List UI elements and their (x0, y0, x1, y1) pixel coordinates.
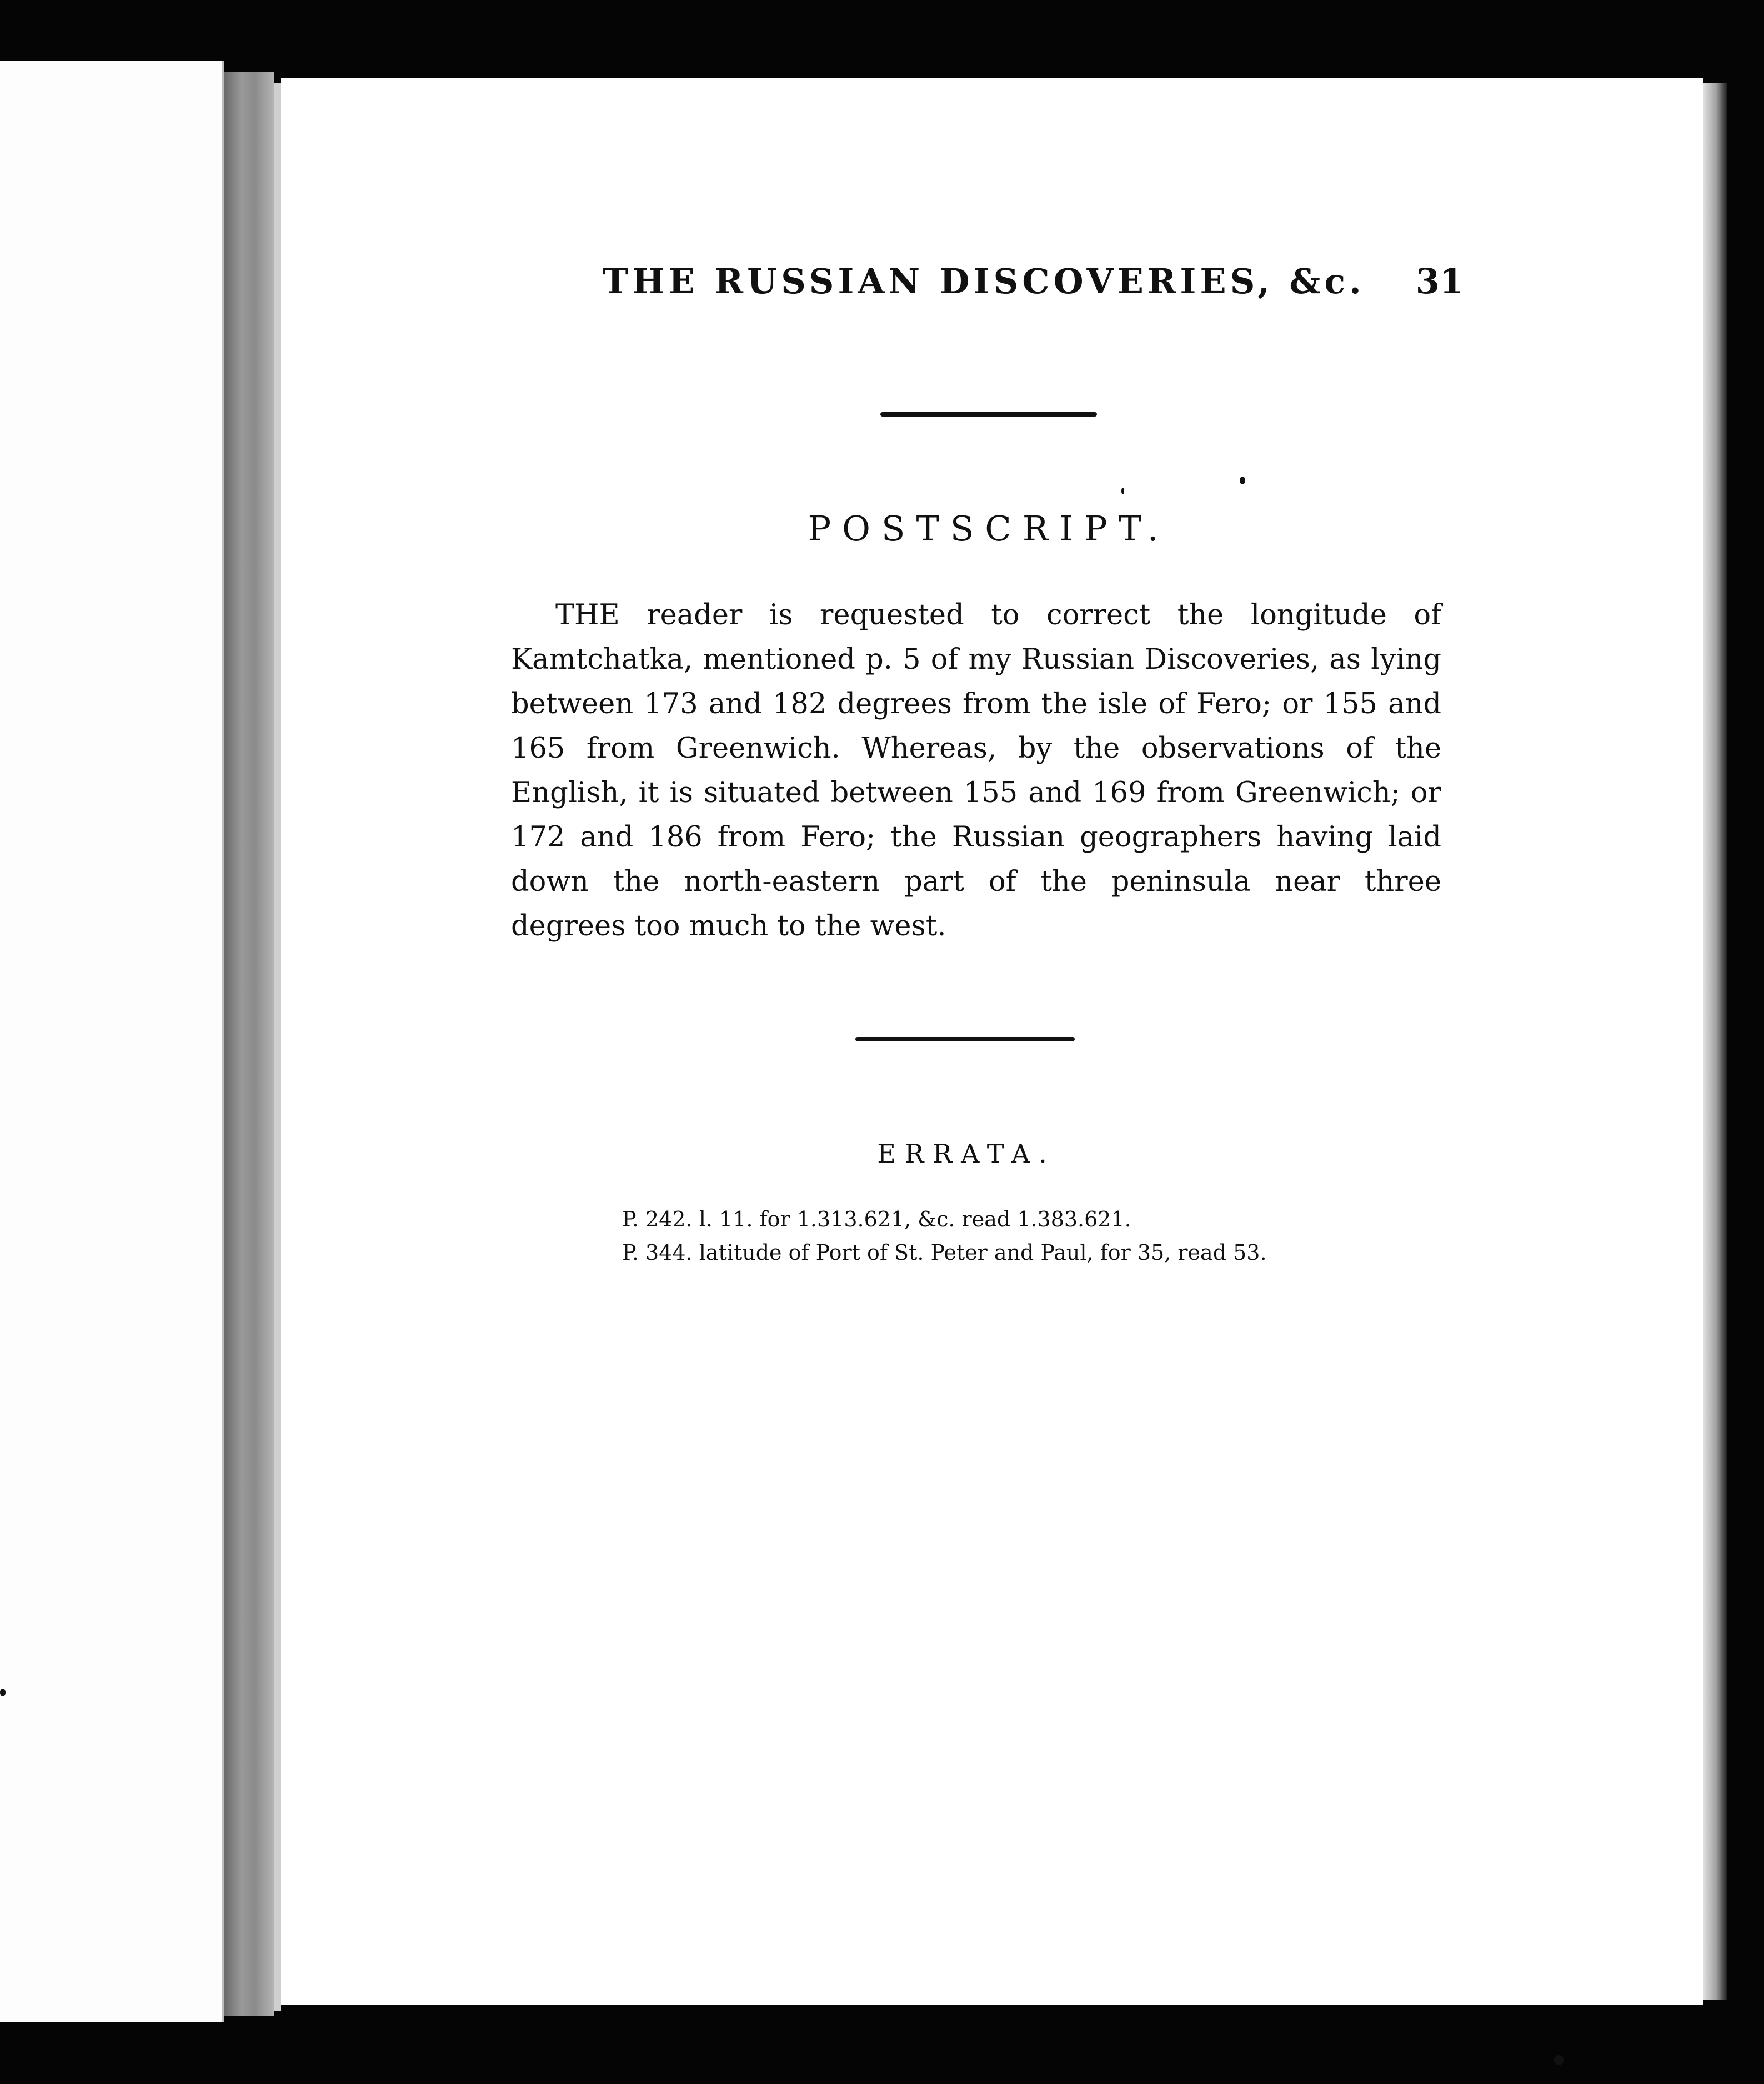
running-head-title: THE RUSSIAN DISCOVERIES, &c. (603, 261, 1365, 302)
postscript-heading: POSTSCRIPT. (808, 508, 1170, 549)
page-number: 31 (1415, 261, 1464, 302)
ink-speck (0, 1689, 6, 1696)
ink-speck (1121, 488, 1124, 494)
errata-list (622, 1203, 1344, 1269)
postscript-body: THE reader is requested to correct the longitude of Kamtchatka, mentioned p. 5 of my Russian Discoveries, as lying between 173 and 182 degrees from the isle of Fero; or 155 and 165 from Greenwich. Whereas, by the observations of the English, it is situated between 155 and 169 from Greenwich; or 172 and 186 from Fero; the Russian geographers having laid down the north-eastern part of the peninsula near three degrees too much to the west. (511, 599, 1441, 943)
gutter-edge (274, 83, 281, 2011)
left-blank-page (0, 61, 224, 2022)
errata-item: P. 344. latitude of Port of St. Peter and Paul, for 35, read 53. (622, 1240, 1267, 1265)
errata-item: P. 242. l. 11. for 1.313.621, &c. read 1.383.621. (622, 1207, 1131, 1231)
page-right-edge-shadow (1703, 83, 1727, 2000)
errata-heading: ERRATA. (877, 1139, 1056, 1169)
ink-speck (1240, 477, 1245, 484)
bottom-ornamental-rule (855, 1037, 1075, 1041)
right-page (281, 78, 1703, 2005)
ink-speck (1554, 2055, 1564, 2065)
book-gutter (224, 72, 274, 2016)
running-head (603, 261, 1464, 305)
top-ornamental-rule (880, 412, 1097, 417)
